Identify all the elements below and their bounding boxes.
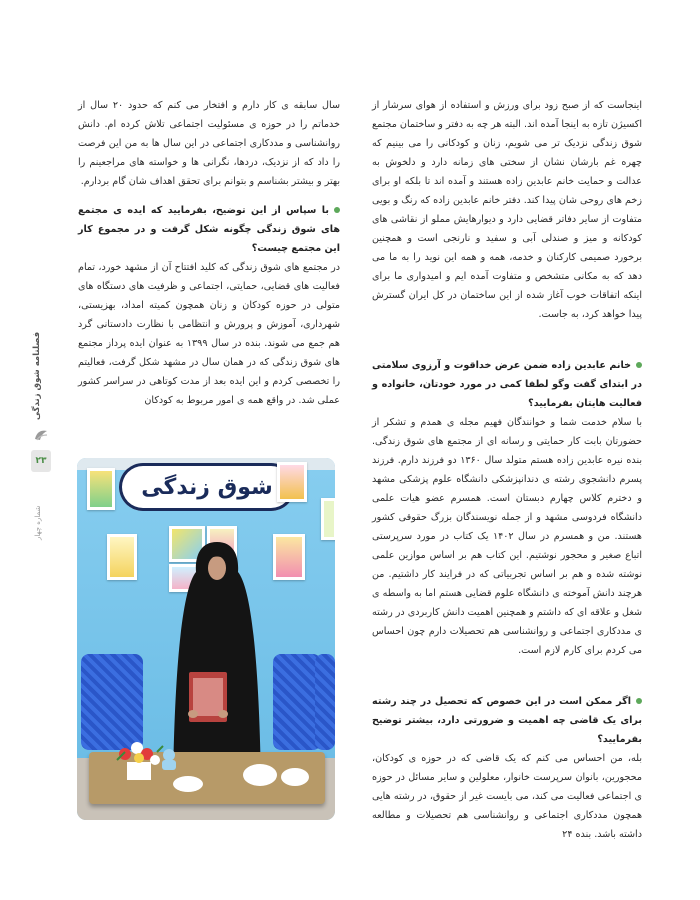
question-heading: خانم عابدین زاده ضمن عرض خداقوت و آرزوی سلامتی در ابتدای گفت وگو لطفا کمی در مورد خودتان، خانواده و فعالیت هایتان بفرمایید؟ (372, 360, 642, 409)
magazine-logo-icon (33, 428, 49, 442)
page-number: ۲۳ (31, 450, 51, 472)
plate (173, 776, 203, 792)
wall-drawing (107, 534, 137, 580)
issue-label: شماره چهار (34, 505, 42, 540)
toy-figure (159, 748, 179, 770)
wall-sign (119, 463, 295, 511)
plate (243, 764, 277, 786)
chair (81, 654, 143, 750)
plate (281, 768, 309, 786)
wall-sign-text: شوق زندگی (141, 474, 273, 500)
answer-paragraph: بله، من احساس می کنم که یک قاضی که در حوزه ی کودکان، محجورین، بانوان سرپرست خانوار، معلولین و سایر مسائل در حوزه ی اجتماعی فعالیت می کند، می بایست غیر از حقوق، در رشته هایی همچون مددکاری اجتماعی و روانشناسی هم تحصیلات و مطالعه داشته باشد. بنده ۲۴ (372, 753, 642, 840)
page-side-marker (30, 330, 60, 540)
bullet-icon (334, 207, 340, 213)
chair (273, 654, 321, 750)
flower-bouquet (113, 740, 165, 780)
question-heading: اگر ممکن است در این خصوص که تحصیل در چند رشته برای یک قاضی چه اهمیت و ضرورتی دارد، بیشتر توضیح بفرمایید؟ (372, 696, 642, 745)
wall-drawing (273, 534, 305, 580)
text-column-right (372, 96, 642, 844)
magazine-name: فصلنامه شوق زندگی (32, 331, 42, 420)
intro-paragraph: اینجاست که از صبح زود برای ورزش و استفاده از هوای سرشار از اکسیژن تازه به اینجا آمده اند. البته هر چه به دفتر و ساختمان مجتمع شوق زندگی نزدیک تر می شویم، زنان و کودکانی را می بینیم که چهره غم بارشان نشان از سختی های زمانه دارد و دلخوش به عدالت و حمایت خانم عابدین زاده هستند و آمده اند تا بلکه او برای زخم های روحی شان پیدا کند. دفتر خانم عابدین زاده که رنگ و بویی متفاوت از سایر دفاتر قضایی دارد و دیوارهایش مملو از نقاشی های کودکانه و میز و صندلی آبی و سفید و نارنجی است و همچنین برخورد صمیمی کارکنان و خدمه، همه و همه این نوید را به ما می دهد که به مکانی متشخص و متفاوت آمده ایم و امیدواری ما برای اینکه اتفاقات خوب آغاز شده از این ساختمان در کل ایران گسترش پیدا خواهد کرد، به جاست. (372, 100, 642, 320)
person-in-chador (169, 538, 265, 782)
chair (315, 654, 335, 750)
bullet-icon (636, 362, 642, 368)
answer-paragraph: در مجتمع های شوق زندگی که کلید افتتاح آن از مشهد خورد، تمام فعالیت های قضایی، حمایتی، اجتماعی و ظرفیت های دستگاه های متولی در حوزه کودکان و زنان همچون کمیته امداد، بهزیستی، شهرداری، آموزش و پرورش و انتظامی با نظارت دادستانی گرد هم جمع می شوند. بنده در سال ۱۳۹۹ به عنوان ایده پرداز مجتمع های شوق زندگی که در همان سال در مشهد شکل گرفت، فعالیتم را تخصصی کردم و این ایده بعد از مدت کوتاهی در سراسر کشور عملی شد. در واقع همه ی امور مربوط به کودکان (78, 262, 340, 406)
answer-paragraph: با سلام خدمت شما و خوانندگان فهیم مجله ی همدم و تشکر از حضورتان بابت کار حمایتی و رسانه ای از مجتمع های شوق زندگی. بنده نیره عابدین زاده هستم متولد سال ۱۳۶۰ دو فرزند دارم. فرزند پسرم دانشجوی رشته ی دندانپزشکی دانشگاه علوم پزشکی مشهد و دخترم کلاس چهارم دبستان است. همسرم عضو هیات علمی دانشگاه فردوسی مشهد و از جمله نویسندگان بزرگ حقوقی کشور هستند. من و همسرم در سال ۱۴۰۲ یک کتاب در مورد سرپرستی اتباع صغیر و محجور نوشتیم. این کتاب هم بر اساس موازین علمی نوشته شده و هم بر اساس تجربیاتی که در فرایند کار داشتیم. من هرچند دانش آموخته ی دانشگاه علوم قضایی هستم اما به واسطه ی شغل و علاقه ای که داشتم و همچنین اهمیت دانش کاربردی در رشته ی مددکاری اجتماعی و روانشناسی هم تحصیلات دارم چون احساس می کردم برای کارم لازم است. (372, 417, 643, 656)
wall-drawing (277, 462, 307, 502)
wall-drawing (321, 498, 335, 540)
text-column-left (78, 96, 340, 410)
question-heading: با سپاس از این توضیح، بفرمایید که ایده ی مجتمع های شوق زندگی چگونه شکل گرفت و در مجموع کار این مجتمع چیست؟ (78, 205, 340, 254)
interview-photo (77, 458, 335, 820)
bullet-icon (636, 698, 642, 704)
continued-paragraph: سال سابقه ی کار دارم و افتخار می کنم که حدود ۲۰ سال از خدماتم را در حوزه ی مسئولیت اجتماعی تلاش کرده ام. دانش روانشناسی و مددکاری اجتماعی در این سال ها به من این فرصت را داد که از نزدیک، دردها، نگرانی ها و خواسته های مراجعینم را بهتر و بیشتر بشناسم و بتوانم برای تحقق اهداف شان گام بردارم. (78, 100, 340, 187)
wall-drawing (87, 468, 115, 510)
